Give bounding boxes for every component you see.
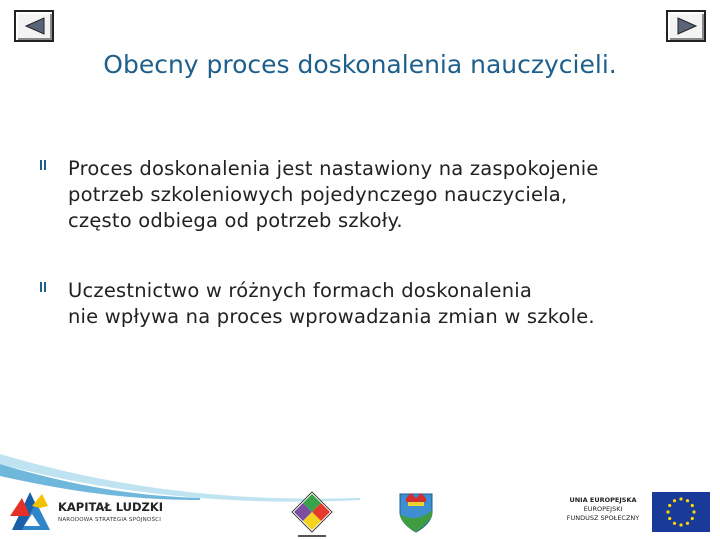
bullet-text — [68, 278, 690, 330]
bullet-line: Uczestnictwo w różnych formach doskonalenia — [68, 279, 533, 302]
municipal-crest-icon — [398, 490, 434, 534]
next-slide-button[interactable] — [666, 10, 706, 42]
triangle-left-icon — [24, 17, 46, 35]
bullet-line: potrzeb szkoleniowych pojedynczego nauczyciela, — [68, 183, 568, 206]
eu-line: EUROPEJSKI — [583, 505, 623, 513]
slide-title: Obecny proces doskonalenia nauczycieli. — [103, 50, 617, 79]
bullet-item — [40, 278, 690, 330]
kapital-ludzki-logo — [8, 486, 178, 536]
previous-slide-button[interactable] — [14, 10, 54, 42]
triangle-right-icon — [676, 17, 698, 35]
bullet-line: nie wpływa na proces wprowadzania zmian w szkole. — [68, 305, 595, 328]
bullet-text — [68, 156, 690, 234]
eu-line: FUNDUSZ SPOŁECZNY — [566, 514, 640, 522]
bullet-marker-icon — [40, 160, 46, 170]
kapital-ludzki-name: KAPITAŁ LUDZKI — [58, 500, 164, 514]
kapital-ludzki-subtitle: NARODOWA STRATEGIA SPÓJNOŚCI — [58, 517, 162, 523]
kapital-ludzki-emblem-icon — [8, 486, 54, 534]
eu-line: UNIA EUROPEJSKA — [569, 496, 637, 504]
school-diamond-logo-icon — [290, 490, 334, 540]
bullet-item — [40, 156, 690, 234]
eu-flag-icon — [652, 492, 710, 532]
eu-text — [560, 496, 646, 523]
bullet-line: Proces doskonalenia jest nastawiony na zaspokojenie — [68, 157, 599, 180]
footer-logos — [0, 450, 720, 540]
bullet-list — [40, 156, 690, 374]
bullet-line: często odbiega od potrzeb szkoły. — [68, 209, 403, 232]
bullet-marker-icon — [40, 282, 46, 292]
